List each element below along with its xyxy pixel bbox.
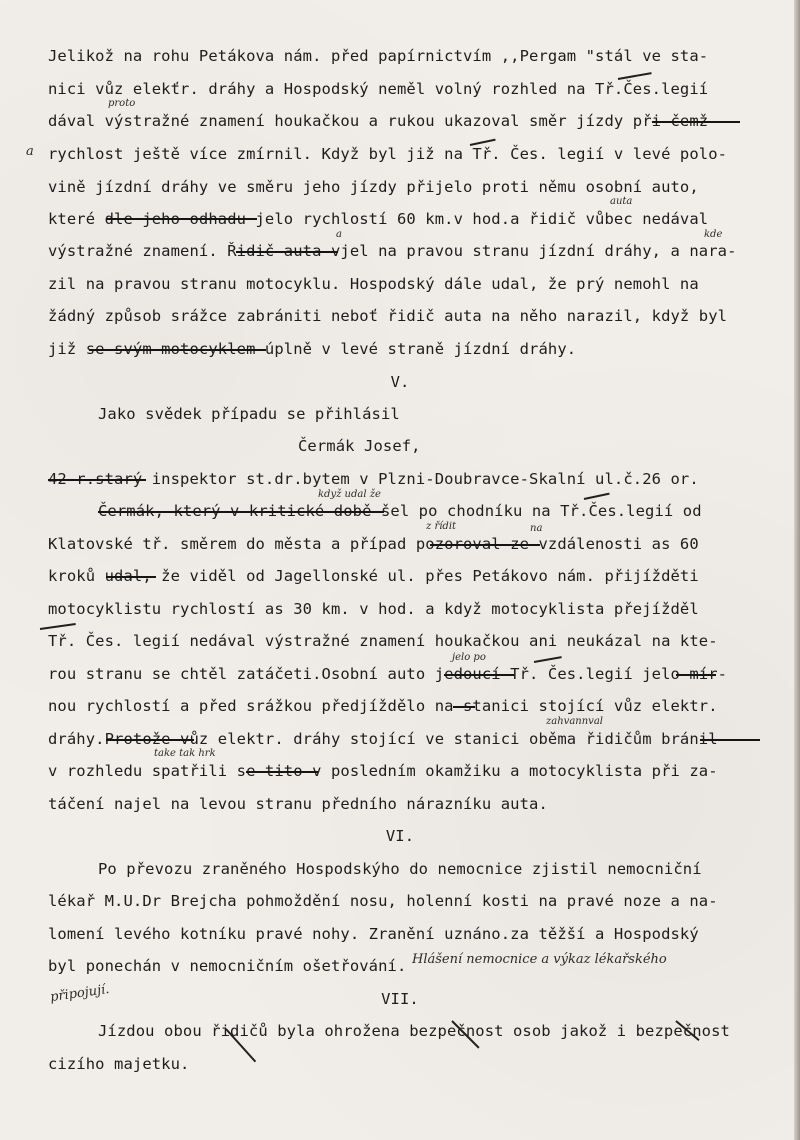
text-line: dráhy.Protože vůz elektr. dráhy stojící ve stanici oběma řidičům bránil xyxy=(48,730,718,748)
strikethrough-mark xyxy=(676,674,716,676)
pen-correction-mark xyxy=(40,623,76,630)
handwritten-note: zahvannval xyxy=(546,716,603,727)
section-heading: VI. xyxy=(385,827,415,845)
text-line: žádný způsob srážce zabrániti neboť řidič auta na něho narazil, když byl xyxy=(48,307,728,325)
strikethrough-mark xyxy=(107,218,257,220)
text-line: cizího majetku. xyxy=(48,1055,190,1073)
pen-correction-mark xyxy=(534,656,562,663)
text-line: 42 r.starý inspektor st.dr.bytem v Plzni-Doubravce-Skalní ul.č.26 or. xyxy=(48,470,699,488)
text-line: Jízdou obou řidičů byla ohrožena bezpečnost osob jakož i bezpečnost xyxy=(98,1022,730,1040)
text-line: Jako svědek případu se přihlásil xyxy=(98,405,400,423)
text-line: nici vůz elekťr. dráhy a Hospodský neměl volný rozhled na Tř.Čes.legií xyxy=(48,80,709,98)
handwritten-note: když udal že xyxy=(318,489,381,500)
text-line: v rozhledu spatřili se tito v posledním okamžiku a motocyklista při za- xyxy=(48,762,718,780)
text-line: rou stranu se chtěl zatáčeti.Osobní auto jedoucí Tř. Čes.legií jelo mír- xyxy=(48,665,728,683)
text-line: které dle jeho odhadu jelo rychlostí 60 km.v hod.a řidič vůbec nedával xyxy=(48,210,709,228)
strikethrough-mark xyxy=(106,576,156,578)
handwritten-note: take tak hrk xyxy=(154,748,216,759)
page-edge xyxy=(794,0,800,1140)
text-line: kroků udal, že viděl od Jagellonské ul. přes Petákovo nám. přijížděti xyxy=(48,567,699,585)
text-line: Tř. Čes. legií nedával výstražné znamení houkačkou ani neukázal na kte- xyxy=(48,632,718,650)
text-line: lomení levého kotníku pravé nohy. Zranění uznáno.za těžší a Hospodský xyxy=(48,925,699,943)
text-line: Čermák, který v kritické době šel po chodníku na Tř.Čes.legií od xyxy=(98,502,702,520)
text-line: vině jízdní dráhy ve směru jeho jízdy přijelo proti němu osobní auto, xyxy=(48,178,699,196)
strikethrough-mark xyxy=(444,674,514,676)
handwritten-note: a xyxy=(26,144,34,159)
section-heading: VII. xyxy=(381,990,419,1008)
text-line: byl ponechán v nemocničním ošetřování. xyxy=(48,957,407,975)
strikethrough-mark xyxy=(106,739,194,741)
strikethrough-mark xyxy=(48,479,146,481)
handwritten-note: proto xyxy=(108,98,136,109)
section-heading: V. xyxy=(390,373,410,391)
strikethrough-mark xyxy=(430,544,540,546)
handwritten-note: kde xyxy=(704,229,723,240)
strikethrough-mark xyxy=(236,251,338,253)
text-line: Klatovské tř. směrem do města a případ pozoroval ze vzdálenosti as 60 xyxy=(48,535,699,553)
text-line: dával výstražné znamení houkačkou a rukou ukazoval směr jízdy při čemž xyxy=(48,112,709,130)
strikethrough-mark xyxy=(98,511,384,513)
text-line: lékař M.U.Dr Brejcha pohmoždění nosu, holenní kosti na pravé noze a na- xyxy=(48,892,718,910)
handwritten-note: z řídit xyxy=(426,521,457,532)
text-line: nou rychlostí a před srážkou předjíždělo na stanici stojící vůz elektr. xyxy=(48,697,718,715)
handwritten-note: a xyxy=(336,229,342,240)
handwritten-note: připojují. xyxy=(49,981,111,1006)
text-line: již se svým motocyklem úplně v levé straně jízdní dráhy. xyxy=(48,340,577,358)
handwritten-note: Hlášení nemocnice a výkaz lékařského xyxy=(412,952,667,967)
handwritten-note: na xyxy=(530,523,543,534)
strikethrough-mark xyxy=(246,771,318,773)
text-line: rychlost ještě více zmírnil. Když byl již na Tř. Čes. legií v levé polo- xyxy=(48,145,728,163)
text-line: výstražné znamení. Řidič auta vjel na pravou stranu jízdní dráhy, a nara- xyxy=(48,242,737,260)
handwritten-note: auta xyxy=(610,196,633,207)
handwritten-note: jelo po xyxy=(452,652,486,663)
strikethrough-mark xyxy=(652,121,740,123)
text-line: táčení najel na levou stranu předního nárazníku auta. xyxy=(48,795,548,813)
pen-correction-mark xyxy=(584,493,610,500)
text-line: motocyklistu rychlostí as 30 km. v hod. a když motocyklista přejížděl xyxy=(48,600,699,618)
text-line: zil na pravou stranu motocyklu. Hospodský dále udal, že prý nemohl na xyxy=(48,275,699,293)
text-line: Po převozu zraněného Hospodskýho do nemocnice zjistil nemocniční xyxy=(98,860,702,878)
strikethrough-mark xyxy=(700,739,760,741)
text-line: Jelikož na rohu Petákova nám. před papírnictvím ,,Pergam "stál ve sta- xyxy=(48,47,709,65)
strikethrough-mark xyxy=(453,706,475,708)
witness-name: Čermák Josef, xyxy=(298,437,421,455)
strikethrough-mark xyxy=(89,349,266,351)
